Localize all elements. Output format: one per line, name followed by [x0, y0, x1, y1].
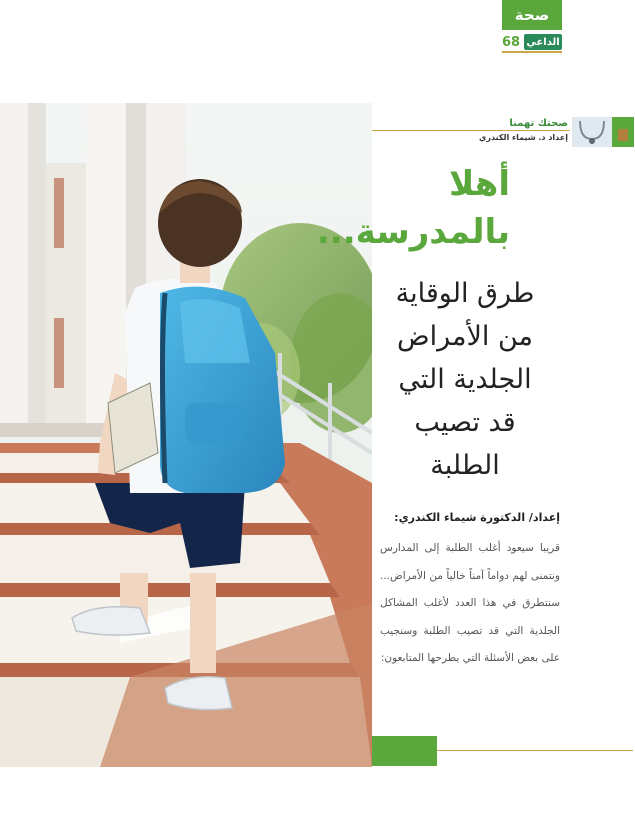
magazine-logo-text: الداعي [526, 36, 560, 48]
headline-subtitle [375, 272, 555, 487]
column-label: صحتك تهمنا [509, 118, 568, 129]
article-photo [0, 103, 372, 767]
article-byline: إعداد/ الدكتورة شيماء الكندري: [394, 511, 560, 524]
subtitle-line: من الأمراض [396, 321, 533, 352]
article-body: قريبا سيعود أغلب الطلبة إلى المدارس ونتمنى لهم دواماً آمناً خالياً من الأمراض... سنتطرق في هذا العدد لأغلب المشاكل الجلدية التي قد تصيب الطلبة وسنجيب على بعض الأسئلة التي يطرحها المتابعون: [380, 542, 560, 664]
logo-underline [502, 51, 562, 53]
column-author: إعداد د. شيماء الكندري [479, 133, 568, 142]
headline-line: بالمدرسة... [316, 212, 510, 252]
subtitle-line: الطلبة [430, 450, 500, 481]
footer-green-block [372, 736, 437, 766]
section-label: صحة [514, 6, 550, 24]
subtitle-line: طرق الوقاية [395, 278, 535, 309]
headline-green [316, 160, 510, 256]
magazine-logo [524, 34, 562, 50]
subtitle-line: الجلدية التي [398, 364, 532, 395]
footer-rule [437, 750, 633, 751]
section-tab [502, 0, 562, 30]
column-icon [572, 117, 634, 147]
subtitle-line: قد تصيب [414, 407, 516, 438]
headline-line: أهلا [448, 164, 510, 204]
page-number: 68 [502, 35, 521, 50]
header-rule [372, 130, 570, 131]
